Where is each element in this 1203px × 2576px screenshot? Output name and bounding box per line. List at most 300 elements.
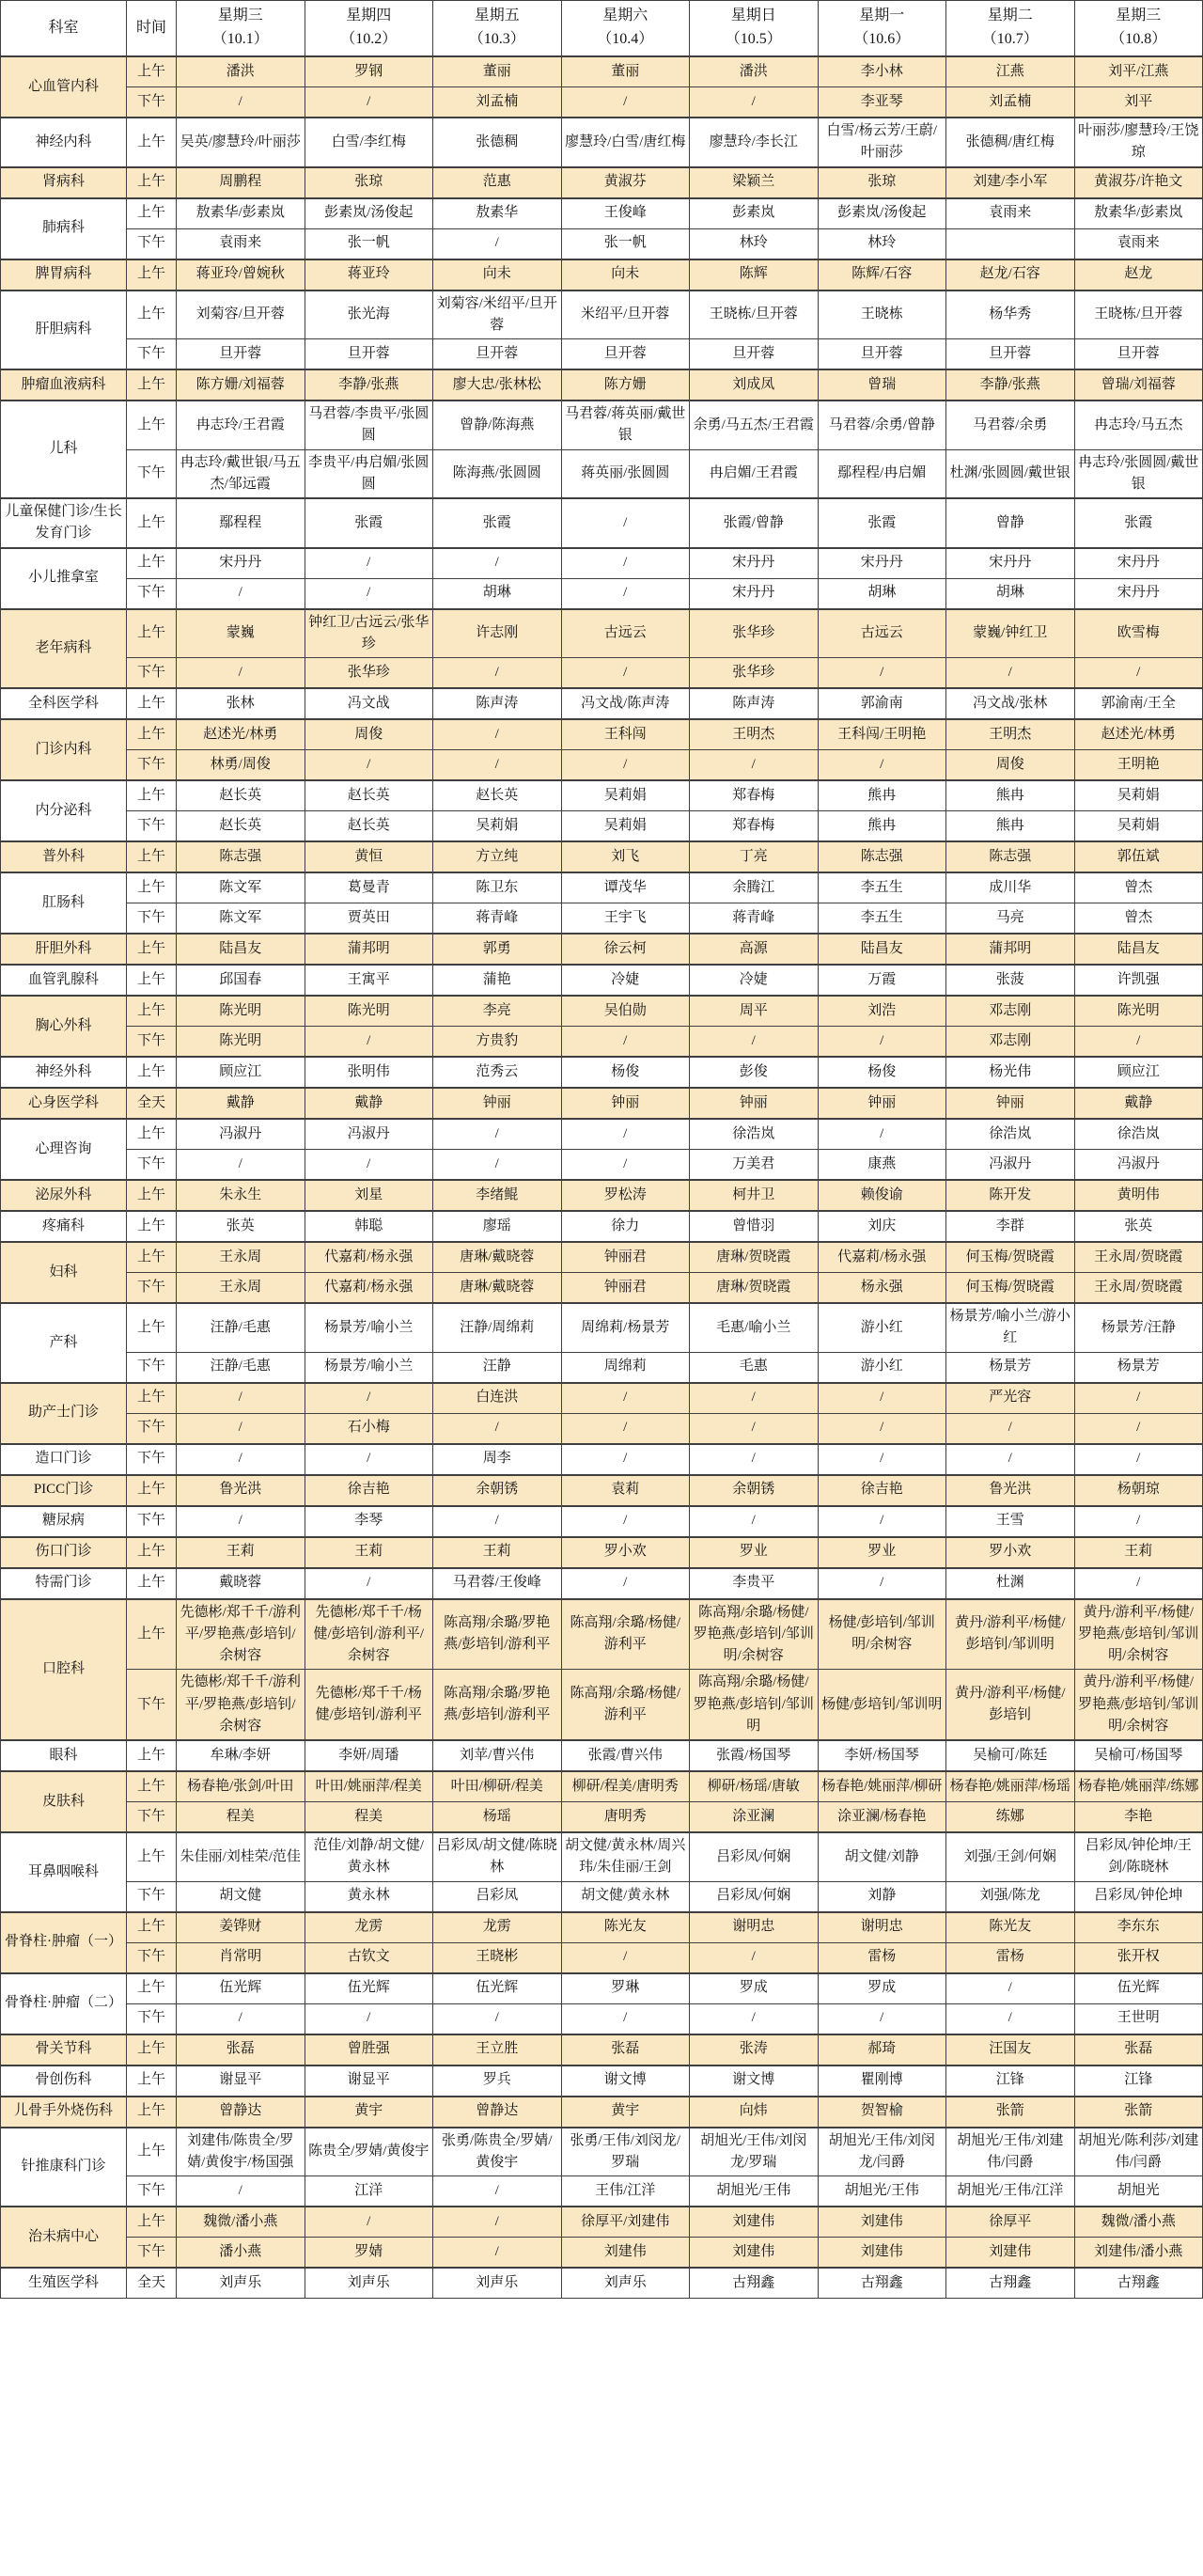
- schedule-cell: 范惠: [433, 167, 562, 198]
- department-name: 小儿推拿室: [1, 548, 127, 609]
- schedule-cell: 熊冉: [818, 811, 946, 842]
- department-name: 泌尿外科: [1, 1180, 127, 1211]
- department-name: 皮肤科: [1, 1771, 127, 1832]
- header-day-week: 星期四: [346, 8, 392, 24]
- header-day: [561, 1, 690, 57]
- department-group: [1, 1180, 1203, 1211]
- time-slot: 下午: [127, 1802, 177, 1833]
- schedule-cell: 高源: [690, 934, 819, 965]
- schedule-cell: 胡旭光/王伟: [690, 2176, 819, 2207]
- department-group: [1, 1444, 1203, 1475]
- schedule-cell: 郭渝南: [818, 688, 946, 719]
- schedule-cell: /: [690, 2003, 819, 2034]
- schedule-cell: 刘苹/曹兴伟: [433, 1740, 562, 1771]
- header-day-date: （10.1）: [211, 31, 269, 47]
- schedule-cell: 钟红卫/古远云/张华珍: [305, 609, 433, 658]
- schedule-cell: /: [690, 1027, 819, 1058]
- schedule-cell: 袁莉: [561, 1475, 690, 1506]
- schedule-cell: 张菠: [946, 965, 1075, 996]
- time-slot: 全天: [127, 1088, 177, 1119]
- schedule-cell: 王世明: [1074, 2003, 1203, 2034]
- department-group: [1, 1088, 1203, 1119]
- schedule-cell: 伍光辉: [305, 1973, 433, 2004]
- schedule-cell: /: [561, 548, 690, 579]
- schedule-row: [1, 1832, 1203, 1881]
- schedule-cell: 张勇/陈贵全/罗婧/黄俊宇: [433, 2128, 562, 2176]
- schedule-cell: 张明伟: [305, 1057, 433, 1088]
- department-group: [1, 2034, 1203, 2066]
- schedule-cell: 刘菊容/旦开蓉: [177, 291, 305, 339]
- schedule-cell: 刘强/王剑/何娴: [946, 1832, 1075, 1881]
- schedule-cell: 罗成: [818, 1973, 946, 2004]
- header-row: [1, 1, 1203, 57]
- schedule-cell: 刘建伟/潘小燕: [1074, 2238, 1203, 2269]
- time-slot: 下午: [127, 449, 177, 498]
- schedule-cell: /: [433, 1413, 562, 1444]
- schedule-cell: 赖俊谕: [818, 1180, 946, 1211]
- time-slot: 上午: [127, 1537, 177, 1568]
- time-slot: 下午: [127, 228, 177, 259]
- header-day-week: 星期六: [602, 8, 648, 24]
- department-group: [1, 841, 1203, 872]
- schedule-cell: /: [818, 1568, 946, 1599]
- time-slot: 上午: [127, 118, 177, 167]
- schedule-cell: /: [561, 87, 690, 118]
- schedule-row: [1, 1413, 1203, 1444]
- schedule-cell: /: [690, 1413, 819, 1444]
- schedule-cell: 胡琳: [946, 578, 1075, 609]
- time-slot: 下午: [127, 1273, 177, 1304]
- schedule-cell: 钟丽: [561, 1088, 690, 1119]
- schedule-cell: 张磊: [561, 2034, 690, 2066]
- schedule-cell: 徐浩岚: [1074, 1119, 1203, 1150]
- time-slot: 上午: [127, 198, 177, 229]
- schedule-cell: 胡文健/黄永林/周兴玮/朱佳丽/王剑: [561, 1832, 690, 1881]
- schedule-cell: 钟丽君: [561, 1242, 690, 1273]
- schedule-cell: 曾瑞: [818, 369, 946, 401]
- schedule-cell: /: [561, 1413, 690, 1444]
- department-name: 特需门诊: [1, 1568, 127, 1599]
- schedule-cell: /: [561, 1506, 690, 1537]
- schedule-cell: /: [1074, 658, 1203, 689]
- schedule-cell: /: [561, 1383, 690, 1414]
- schedule-cell: 杨景芳: [1074, 1352, 1203, 1383]
- schedule-cell: 徐力: [561, 1211, 690, 1242]
- schedule-row: [1, 1242, 1203, 1273]
- schedule-row: [1, 750, 1203, 781]
- schedule-cell: 陈辉: [690, 259, 819, 291]
- schedule-cell: 蒲邦明: [305, 934, 433, 965]
- schedule-cell: /: [305, 2207, 433, 2238]
- department-name: 肿瘤血液病科: [1, 369, 127, 401]
- department-group: [1, 1568, 1203, 1599]
- schedule-cell: 冉志玲/戴世银/马五杰/邹远霞: [177, 449, 305, 498]
- department-group: [1, 401, 1203, 498]
- schedule-cell: 唐琳/戴晓蓉: [433, 1242, 562, 1273]
- schedule-cell: /: [690, 1444, 819, 1475]
- department-name: 伤口门诊: [1, 1537, 127, 1568]
- schedule-cell: 胡旭光/王伟/江洋: [946, 2176, 1075, 2207]
- schedule-row: [1, 1599, 1203, 1670]
- schedule-cell: 叶田/柳研/程美: [433, 1771, 562, 1802]
- schedule-cell: 陈光明: [305, 996, 433, 1027]
- schedule-cell: 古远云: [818, 609, 946, 658]
- schedule-cell: 敖素华/彭素岚: [1074, 198, 1203, 229]
- schedule-row: [1, 996, 1203, 1027]
- schedule-cell: /: [946, 658, 1075, 689]
- schedule-cell: 陈光友: [946, 1912, 1075, 1943]
- schedule-row: [1, 1383, 1203, 1414]
- time-slot: 下午: [127, 1942, 177, 1973]
- schedule-cell: 魏微/潘小燕: [177, 2207, 305, 2238]
- schedule-cell: 刘庆: [818, 1211, 946, 1242]
- schedule-cell: 先德彬/郑千千/游利平/罗艳燕/彭培钊/余树容: [177, 1599, 305, 1670]
- schedule-cell: /: [177, 658, 305, 689]
- header-day-date: （10.4）: [597, 31, 654, 47]
- schedule-cell: 叶丽莎/廖慧玲/王饶琼: [1074, 118, 1203, 167]
- schedule-cell: 郭伍斌: [1074, 841, 1203, 872]
- schedule-cell: 梁颖兰: [690, 167, 819, 198]
- header-day: [1074, 1, 1203, 57]
- department-name: 产科: [1, 1303, 127, 1383]
- schedule-cell: 杨景芳/喻小兰: [305, 1303, 433, 1352]
- time-slot: 下午: [127, 87, 177, 118]
- schedule-row: [1, 1180, 1203, 1211]
- schedule-cell: 冉志玲/张圆圆/戴世银: [1074, 449, 1203, 498]
- schedule-cell: 白雪/杨云芳/王蔚/叶丽莎: [818, 118, 946, 167]
- schedule-cell: 张英: [177, 1211, 305, 1242]
- department-group: [1, 198, 1203, 259]
- schedule-cell: 杨俊: [818, 1057, 946, 1088]
- schedule-cell: 万美君: [690, 1150, 819, 1181]
- schedule-row: [1, 2176, 1203, 2207]
- schedule-cell: 伍光辉: [177, 1973, 305, 2004]
- schedule-cell: /: [561, 1150, 690, 1181]
- schedule-cell: /: [177, 87, 305, 118]
- schedule-cell: 赵龙: [1074, 259, 1203, 291]
- schedule-cell: 冯文战/陈声涛: [561, 688, 690, 719]
- schedule-cell: /: [433, 1150, 562, 1181]
- time-slot: 下午: [127, 2176, 177, 2207]
- schedule-cell: /: [946, 1444, 1075, 1475]
- schedule-cell: 汪国友: [946, 2034, 1075, 2066]
- schedule-cell: 顾应江: [1074, 1057, 1203, 1088]
- schedule-row: [1, 1942, 1203, 1973]
- schedule-cell: 李小林: [818, 56, 946, 87]
- schedule-cell: 吴伯勋: [561, 996, 690, 1027]
- schedule-cell: 张一帆: [561, 228, 690, 259]
- schedule-cell: 陈光明: [177, 996, 305, 1027]
- schedule-cell: 罗婧: [305, 2238, 433, 2269]
- schedule-cell: 韩聪: [305, 1211, 433, 1242]
- schedule-cell: 邓志刚: [946, 996, 1075, 1027]
- schedule-cell: 刘建伟/陈贵全/罗婧/黄俊宇/杨国强: [177, 2128, 305, 2176]
- header-day: [177, 1, 305, 57]
- schedule-cell: /: [561, 750, 690, 781]
- schedule-cell: 范佳/刘静/胡文健/黄永林: [305, 1832, 433, 1881]
- schedule-cell: 刘浩: [818, 996, 946, 1027]
- time-slot: 上午: [127, 1832, 177, 1881]
- schedule-cell: 王俊峰: [561, 198, 690, 229]
- schedule-cell: 张琼: [305, 167, 433, 198]
- schedule-cell: 宋丹丹: [1074, 578, 1203, 609]
- schedule-cell: 王莉: [1074, 1537, 1203, 1568]
- time-slot: 下午: [127, 1413, 177, 1444]
- schedule-cell: 方贵豹: [433, 1027, 562, 1058]
- department-group: [1, 2128, 1203, 2207]
- schedule-row: [1, 1444, 1203, 1475]
- schedule-row: [1, 609, 1203, 658]
- schedule-cell: 李静/张燕: [946, 369, 1075, 401]
- schedule-cell: /: [1074, 1383, 1203, 1414]
- time-slot: 上午: [127, 1242, 177, 1273]
- schedule-cell: 冯文战/张林: [946, 688, 1075, 719]
- schedule-cell: /: [1074, 1444, 1203, 1475]
- department-name: 针推康科门诊: [1, 2128, 127, 2207]
- department-group: [1, 780, 1203, 841]
- schedule-cell: 张霞: [433, 498, 562, 548]
- schedule-row: [1, 87, 1203, 118]
- time-slot: 上午: [127, 1057, 177, 1088]
- schedule-cell: 李静/张燕: [305, 369, 433, 401]
- schedule-cell: 蒋青峰: [433, 903, 562, 935]
- schedule-cell: /: [177, 578, 305, 609]
- schedule-cell: 赵龙/石容: [946, 259, 1075, 291]
- schedule-cell: 陈志强: [177, 841, 305, 872]
- schedule-cell: /: [305, 1150, 433, 1181]
- schedule-cell: 张箭: [946, 2097, 1075, 2128]
- time-slot: 下午: [127, 1150, 177, 1181]
- schedule-cell: 陈方姗/刘福蓉: [177, 369, 305, 401]
- schedule-cell: /: [690, 750, 819, 781]
- time-slot: 下午: [127, 1027, 177, 1058]
- schedule-cell: 黄淑芬: [561, 167, 690, 198]
- time-slot: 上午: [127, 1599, 177, 1670]
- schedule-cell: 旦开蓉: [561, 339, 690, 370]
- schedule-cell: /: [561, 1568, 690, 1599]
- schedule-cell: 郝琦: [818, 2034, 946, 2066]
- schedule-cell: /: [561, 1942, 690, 1973]
- schedule-row: [1, 2066, 1203, 2097]
- schedule-cell: 成川华: [946, 872, 1075, 903]
- header-day-date: （10.5）: [725, 31, 782, 47]
- department-group: [1, 688, 1203, 719]
- schedule-cell: 胡琳: [818, 578, 946, 609]
- schedule-cell: 钟丽: [818, 1088, 946, 1119]
- schedule-cell: 瞿刚博: [818, 2066, 946, 2097]
- schedule-cell: 旦开蓉: [177, 339, 305, 370]
- schedule-cell: 陈文军: [177, 903, 305, 935]
- schedule-cell: 杨俊: [561, 1057, 690, 1088]
- schedule-row: [1, 1027, 1203, 1058]
- schedule-cell: 吕彩凤/钟伦坤: [1074, 1881, 1203, 1912]
- schedule-cell: 赵长英: [433, 780, 562, 811]
- schedule-cell: /: [305, 1444, 433, 1475]
- schedule-cell: 谢显平: [177, 2066, 305, 2097]
- schedule-cell: 张磊: [177, 2034, 305, 2066]
- schedule-cell: 赵长英: [177, 811, 305, 842]
- department-name: 胸心外科: [1, 996, 127, 1057]
- schedule-cell: 刘飞: [561, 841, 690, 872]
- schedule-cell: 王晓栋: [818, 291, 946, 339]
- schedule-cell: 周李: [433, 1444, 562, 1475]
- schedule-cell: 雷杨: [946, 1942, 1075, 1973]
- department-name: 肛肠科: [1, 872, 127, 934]
- schedule-cell: 刘建伟: [561, 2238, 690, 2269]
- schedule-cell: [946, 228, 1075, 259]
- time-slot: 上午: [127, 1912, 177, 1943]
- schedule-cell: 张开权: [1074, 1942, 1203, 1973]
- schedule-cell: 何玉梅/贺晓霞: [946, 1242, 1075, 1273]
- schedule-cell: 张涛: [690, 2034, 819, 2066]
- schedule-row: [1, 1568, 1203, 1599]
- schedule-cell: 张英: [1074, 1211, 1203, 1242]
- schedule-cell: 胡旭光/王伟/刘闵龙/闫爵: [818, 2128, 946, 2176]
- schedule-cell: 胡旭光/王伟/刘建伟/闫爵: [946, 2128, 1075, 2176]
- schedule-cell: 张光海: [305, 291, 433, 339]
- schedule-cell: 赵长英: [305, 811, 433, 842]
- schedule-cell: /: [690, 1506, 819, 1537]
- schedule-cell: 赵长英: [177, 780, 305, 811]
- department-name: 脾胃病科: [1, 259, 127, 291]
- schedule-cell: /: [1074, 1027, 1203, 1058]
- schedule-cell: 毛惠/喻小兰: [690, 1303, 819, 1352]
- schedule-cell: /: [690, 1942, 819, 1973]
- schedule-cell: 潘洪: [177, 56, 305, 87]
- schedule-cell: 王伟/江洋: [561, 2176, 690, 2207]
- header-day: [305, 1, 433, 57]
- schedule-cell: 姜铧财: [177, 1912, 305, 1943]
- schedule-cell: 蒲艳: [433, 965, 562, 996]
- header-day-date: （10.6）: [853, 31, 911, 47]
- time-slot: 上午: [127, 719, 177, 750]
- schedule-cell: 冯淑丹: [305, 1119, 433, 1150]
- schedule-cell: 李妍/周璠: [305, 1740, 433, 1771]
- schedule-cell: 古翔鑫: [818, 2268, 946, 2299]
- schedule-cell: 蒙巍/钟红卫: [946, 609, 1075, 658]
- schedule-cell: 刘建伟: [946, 2238, 1075, 2269]
- schedule-cell: 吴榆可/杨国琴: [1074, 1740, 1203, 1771]
- schedule-cell: 罗松涛: [561, 1180, 690, 1211]
- schedule-row: [1, 688, 1203, 719]
- schedule-cell: 刘建/李小军: [946, 167, 1075, 198]
- schedule-cell: 黄永林: [305, 1881, 433, 1912]
- schedule-cell: /: [946, 1413, 1075, 1444]
- schedule-cell: 张华珍: [690, 658, 819, 689]
- schedule-cell: 张德稠/唐红梅: [946, 118, 1075, 167]
- schedule-cell: 杨华秀: [946, 291, 1075, 339]
- schedule-cell: 古翔鑫: [946, 2268, 1075, 2299]
- department-group: [1, 118, 1203, 167]
- schedule-cell: 涂亚澜/杨春艳: [818, 1802, 946, 1833]
- department-group: [1, 2268, 1203, 2299]
- time-slot: 上午: [127, 2207, 177, 2238]
- department-group: [1, 56, 1203, 118]
- department-name: 儿童保健门诊/生长发育门诊: [1, 498, 127, 548]
- schedule-cell: 杜渊: [946, 1568, 1075, 1599]
- schedule-cell: 练娜: [946, 1802, 1075, 1833]
- header-day-week: 星期日: [730, 8, 776, 24]
- schedule-cell: 戴晓蓉: [177, 1568, 305, 1599]
- department-name: PICC门诊: [1, 1475, 127, 1506]
- schedule-cell: 徐吉艳: [818, 1475, 946, 1506]
- schedule-row: [1, 1057, 1203, 1088]
- schedule-row: [1, 498, 1203, 548]
- schedule-row: [1, 118, 1203, 167]
- schedule-cell: 向未: [561, 259, 690, 291]
- schedule-cell: 程美: [177, 1802, 305, 1833]
- header-day-week: 星期三: [1116, 8, 1162, 24]
- schedule-cell: 吕彩凤/何娴: [690, 1832, 819, 1881]
- schedule-cell: 钟丽君: [561, 1273, 690, 1304]
- header-day-date: （10.2）: [340, 31, 398, 47]
- time-slot: 全天: [127, 2268, 177, 2299]
- schedule-row: [1, 401, 1203, 449]
- department-group: [1, 2066, 1203, 2097]
- schedule-cell: 王晓彬: [433, 1942, 562, 1973]
- schedule-cell: 江锋: [1074, 2066, 1203, 2097]
- schedule-row: [1, 2097, 1203, 2128]
- schedule-cell: 黄恒: [305, 841, 433, 872]
- schedule-cell: /: [690, 87, 819, 118]
- schedule-cell: 唐琳/贺晓霞: [690, 1273, 819, 1304]
- time-slot: 上午: [127, 56, 177, 87]
- schedule-cell: 林玲: [818, 228, 946, 259]
- schedule-cell: 蒙巍: [177, 609, 305, 658]
- schedule-row: [1, 339, 1203, 370]
- schedule-cell: 张霞/杨国琴: [690, 1740, 819, 1771]
- schedule-cell: 吕彩凤/钟伦坤/王剑/陈晓林: [1074, 1832, 1203, 1881]
- schedule-cell: 张勇/王伟/刘闵龙/罗瑞: [561, 2128, 690, 2176]
- schedule-cell: 曾惜羽: [690, 1211, 819, 1242]
- header-day: [433, 1, 562, 57]
- schedule-cell: 李五生: [818, 872, 946, 903]
- department-name: 血管乳腺科: [1, 965, 127, 996]
- schedule-cell: /: [561, 578, 690, 609]
- schedule-cell: 张一帆: [305, 228, 433, 259]
- schedule-cell: 白雪/李红梅: [305, 118, 433, 167]
- header-day-week: 星期一: [859, 8, 905, 24]
- time-slot: 上午: [127, 872, 177, 903]
- schedule-cell: 曾静/陈海燕: [433, 401, 562, 449]
- schedule-cell: 陈光友: [561, 1912, 690, 1943]
- schedule-cell: 鲁光洪: [177, 1475, 305, 1506]
- schedule-cell: 程美: [305, 1802, 433, 1833]
- schedule-cell: 王宇飞: [561, 903, 690, 935]
- schedule-cell: 宋丹丹: [690, 548, 819, 579]
- schedule-cell: 先德彬/郑千千/杨健/彭培钊/游利平: [305, 1670, 433, 1740]
- schedule-cell: 黄明伟: [1074, 1180, 1203, 1211]
- schedule-cell: 陈高翔/余璐/杨健/游利平: [561, 1670, 690, 1740]
- schedule-row: [1, 548, 1203, 579]
- schedule-cell: /: [818, 1444, 946, 1475]
- department-name: 心理咨询: [1, 1119, 127, 1180]
- schedule-cell: 郭渝南/王全: [1074, 688, 1203, 719]
- schedule-cell: /: [818, 1413, 946, 1444]
- schedule-cell: /: [305, 578, 433, 609]
- schedule-cell: 林勇/周俊: [177, 750, 305, 781]
- schedule-cell: 陈声涛: [433, 688, 562, 719]
- schedule-cell: 彭素岚/汤俊起: [305, 198, 433, 229]
- schedule-cell: /: [1074, 1568, 1203, 1599]
- schedule-cell: /: [818, 750, 946, 781]
- time-slot: 下午: [127, 1506, 177, 1537]
- schedule-cell: 敖素华: [433, 198, 562, 229]
- department-group: [1, 1475, 1203, 1506]
- schedule-cell: /: [561, 1027, 690, 1058]
- schedule-cell: 陈高翔/余璐/杨健/游利平: [561, 1599, 690, 1670]
- time-slot: 上午: [127, 1119, 177, 1150]
